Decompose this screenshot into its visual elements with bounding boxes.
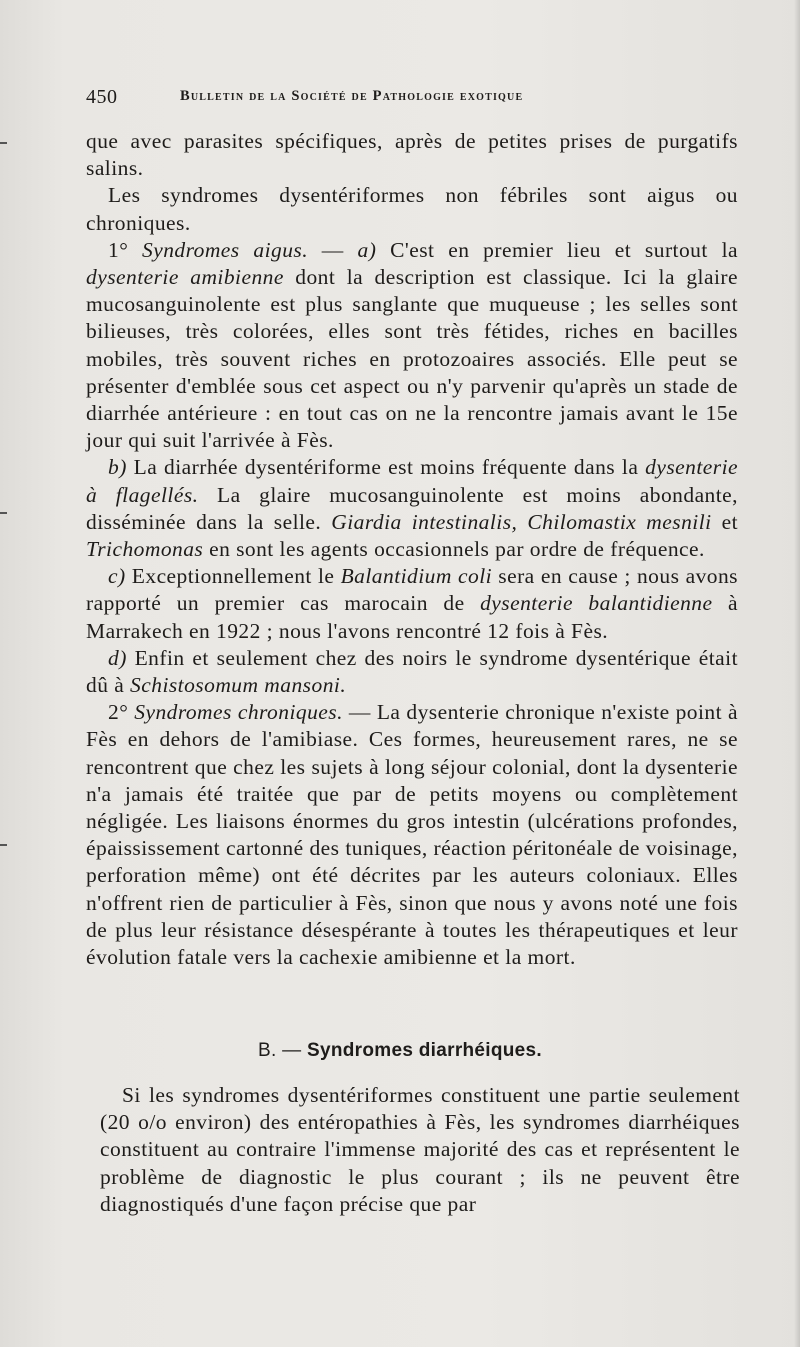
italic-term: dysenterie balantidienne <box>480 591 713 616</box>
margin-mark <box>0 512 7 514</box>
paragraph-schistosomum <box>86 645 738 699</box>
list-number: 1° <box>108 237 129 262</box>
page-header <box>86 86 746 116</box>
paragraph-text: à Marrakech en 1922 ; nous l'avons rencontré 12 fois à Fès. <box>86 591 738 643</box>
paragraph-text: C'est en premier lieu et surtout la <box>376 237 738 262</box>
main-text <box>86 128 738 971</box>
running-head: Bulletin de la Société de Pathologie exotique <box>180 88 524 104</box>
italic-term: Trichomonas <box>86 537 204 562</box>
dash: — <box>308 237 358 262</box>
section-text <box>100 1082 740 1218</box>
paragraph-text: La glaire mucosanguinolente est moins abondante, disséminée dans la selle. <box>86 482 738 534</box>
margin-mark <box>0 844 7 846</box>
item-letter: d) <box>108 645 127 670</box>
item-letter: b) <box>108 455 127 480</box>
section-prefix: B. — <box>258 1040 308 1061</box>
paragraph-text: et <box>711 509 738 534</box>
paragraph-text: Exceptionnellement le <box>125 564 341 589</box>
paragraph-text: dont la description est classique. Ici la glaire mucosanguinolente est plus sanglante que muqueuse ; les selles sont bilieuses, très colorées, elles sont très fétides, riches en bacilles mobiles, très souvent riches en protozoaires associés. Elle peut se présenter d'emblée sous cet aspect ou n'y parvenir qu'après un stade de diarrhée antérieure : en tout cas on ne la rencontre jamais avant le 15e jour qui suit l'arrivée à Fès. <box>86 265 738 453</box>
paragraph-chronic <box>86 699 738 971</box>
paragraph-text: La diarrhée dysentériforme est moins fréquente dans la <box>126 455 646 480</box>
italic-term: Giardia intestinalis, Chilomastix mesnili <box>331 509 712 534</box>
paragraph-text: — La dysenterie chronique n'existe point à Fès en dehors de l'amibiase. Ces formes, heureusement rares, ne se rencontrent que chez les sujets à long séjour colonial, dont la dysenterie n'a jamais été traitée que par de petits moyens ou complètement négligée. Les liaisons énormes du gros intestin (ulcérations profondes, épaississement cartonné des tuniques, réaction péritonéale de voisinage, perforation même) ont été décrites par les auteurs coloniaux. Elles n'offrent rien de particulier à Fès, sinon que nous y avons noté une fois de plus leur résistance désespérante à toutes les thérapeutiques et leur évolution fatale vers la cachexie amibienne et la mort. <box>86 700 739 970</box>
item-letter: c) <box>108 564 126 589</box>
subheading-acute: Syndromes aigus. <box>142 237 309 262</box>
paragraph-intro: Les syndromes dysentériformes non fébriles sont aigus ou chroniques. <box>86 183 738 235</box>
italic-term: dysenterie à flagellés. <box>86 455 738 507</box>
paragraph-text: sera en cause ; nous avons rapporté un premier cas marocain de <box>86 564 738 616</box>
page-number: 450 <box>86 86 118 108</box>
item-letter: a) <box>357 237 377 262</box>
paragraph-continuation: que avec parasites spécifiques, après de petites prises de purgatifs salins. <box>86 129 738 181</box>
list-number: 2° <box>108 700 129 725</box>
paragraph-text: Enfin et seulement chez des noirs le syndrome dysentérique était dû à <box>86 645 738 698</box>
page-edge-shadow <box>794 0 800 1347</box>
italic-term: dysenterie amibienne <box>86 265 284 290</box>
paragraph-flagellates <box>86 454 738 563</box>
section-title: Syndromes diarrhéiques. <box>307 1040 542 1061</box>
paragraph-diarrhea: Si les syndromes dysentériformes constituent une partie seulement (20 o/o environ) des entéropathies à Fès, les syndromes diarrhéiques constituent au contraire l'immense majorité des cas et représentent le problème de diagnostic le plus courant ; ils ne peuvent être diagnostiqués d'une façon précise que par <box>100 1083 740 1216</box>
paragraph-text: en sont les agents occasionnels par ordre de fréquence. <box>203 537 705 562</box>
margin-mark <box>0 142 7 144</box>
italic-term: Balantidium coli <box>340 564 493 589</box>
subheading-chronic: Syndromes chroniques. <box>134 700 343 725</box>
paragraph-balantidium <box>86 563 738 645</box>
paragraph-acute <box>86 237 738 455</box>
italic-term: Schistosomum mansoni. <box>130 673 347 698</box>
section-heading <box>0 1040 800 1062</box>
